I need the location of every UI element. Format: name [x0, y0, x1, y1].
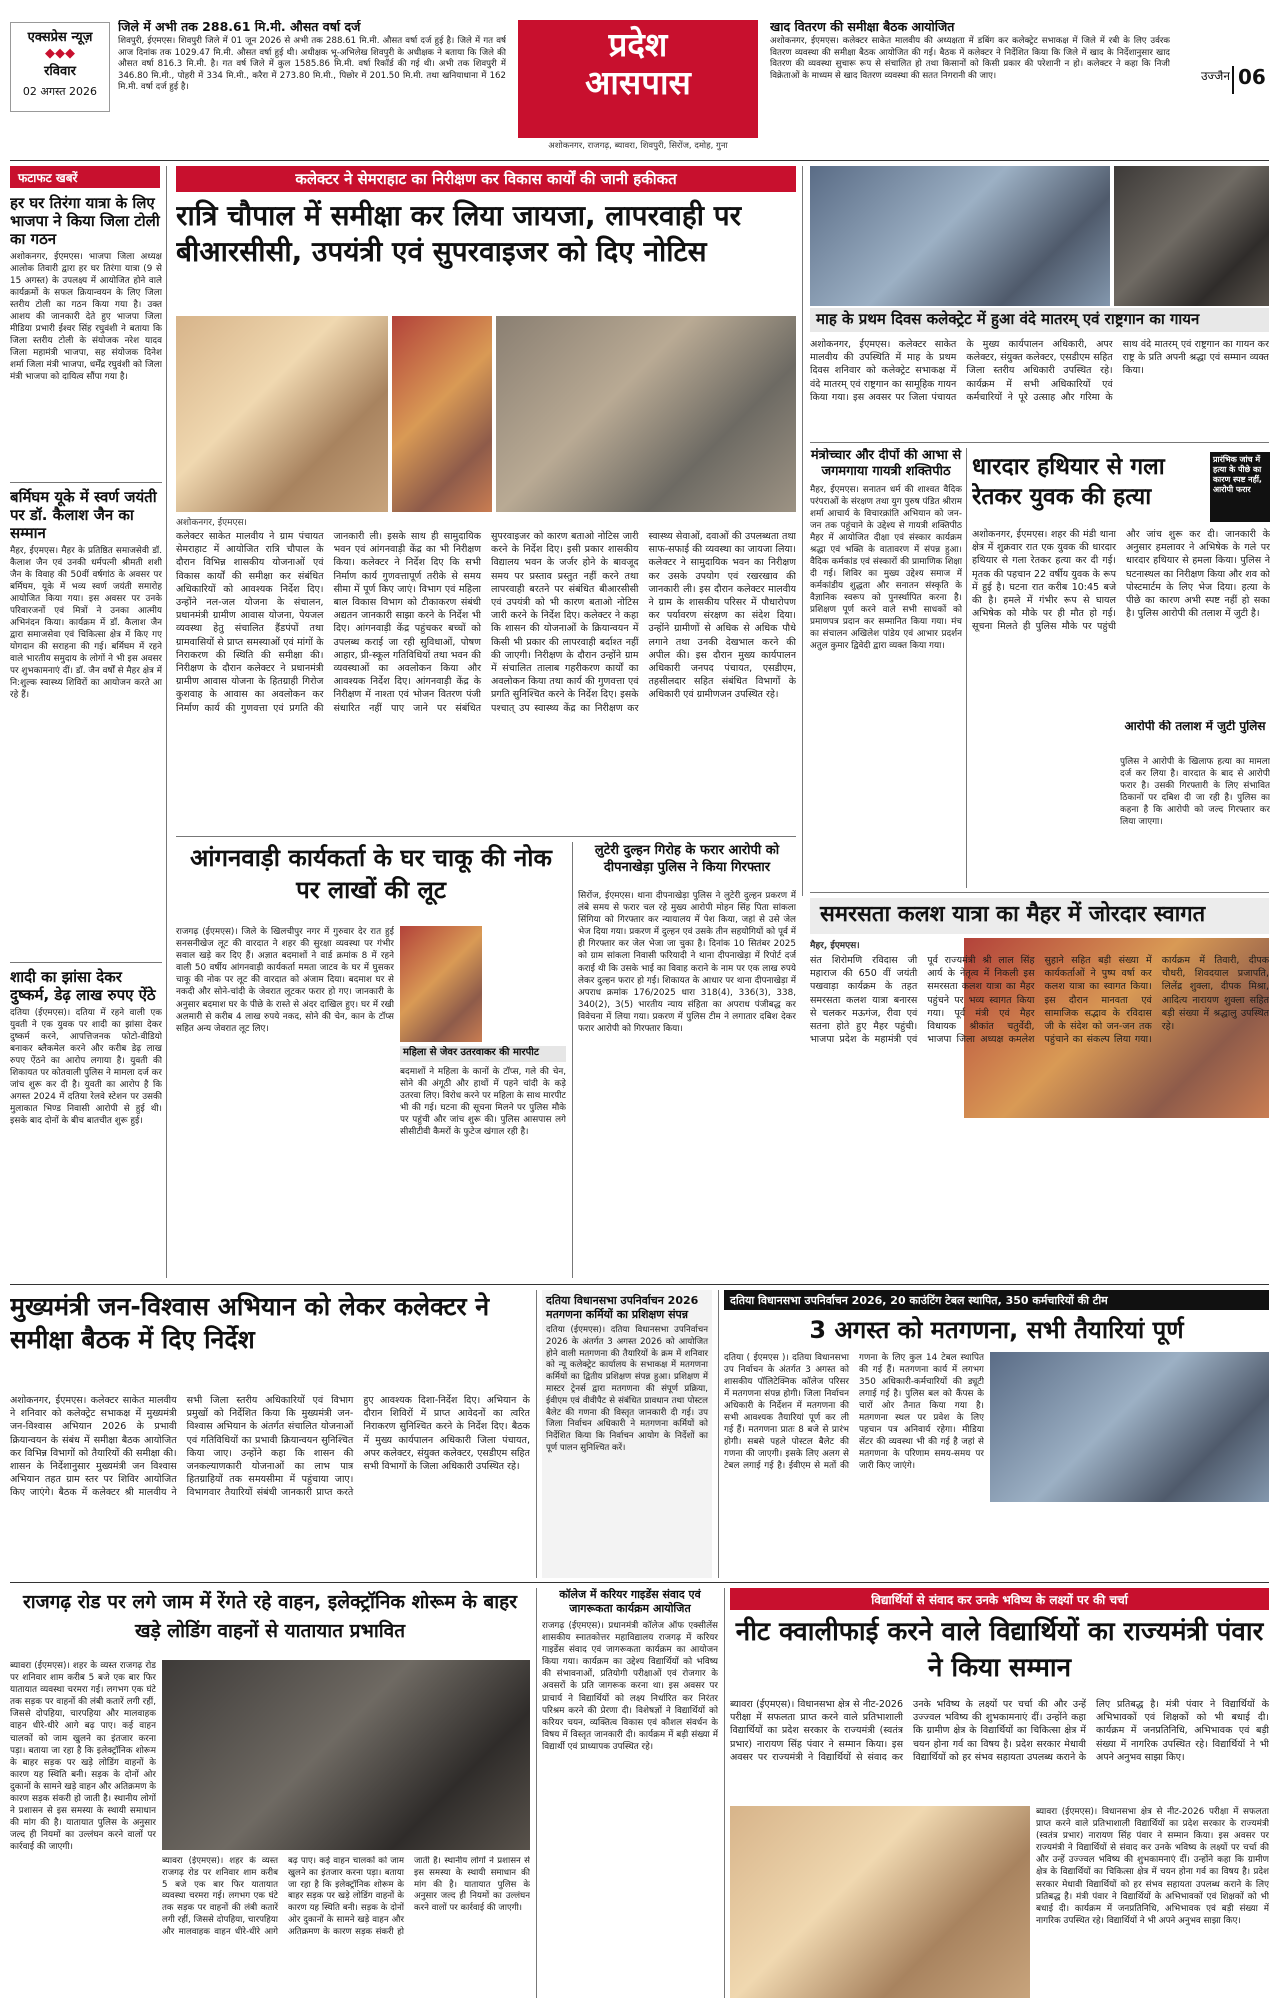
- lead-photo-1: [176, 316, 388, 512]
- jam-headline: राजगढ़ रोड पर लगे जाम में रेंगते रहे वाहन, इलेक्ट्रॉनिक शोरूम के बाहर खड़े लोडिंग वाहनों से यातायात प्रभावित: [22, 1591, 518, 1642]
- top-right-story: [770, 20, 1170, 120]
- fatafat-label: फटाफट खबरें: [10, 166, 160, 188]
- top-left-headline: जिले में अभी तक 288.61 मि.मी. औसत वर्षा दर्ज: [118, 20, 361, 34]
- brand-name: एक्सप्रेस न्यूज़: [27, 30, 93, 45]
- page-number: 06: [1232, 66, 1272, 94]
- murder-body: अशोकनगर, ईएमएस। शहर की मंडी थाना क्षेत्र में शुक्रवार रात एक युवक की धारदार हथियार से गला रेतकर हत्या कर दी गई। मृतक की पहचान 22 वर्षीय युवक के रूप में हुई है। घटना रात करीब 10:45 बजे की है। हमले में गंभीर रूप से घायल अभिषेक को मौके पर ही मौत हो गई। सूचना मिलते ही पुलिस मौके पर पहुंची और जांच शुरू कर दी। जानकारी के अनुसार हमलावर ने अभिषेक के गले पर धारदार हथियार से हमला किया। पुलिस ने घटनास्थल का निरीक्षण किया और शव को पोस्टमार्टम के लिए भेज दिया। हत्या के पीछे का कारण अभी स्पष्ट नहीं हो सका है। पुलिस आरोपी की तलाश में जुटी है।: [972, 529, 1270, 633]
- lead-photo-3: [496, 316, 796, 512]
- neet-body: ब्यावरा (ईएमएस)। विधानसभा क्षेत्र से नीट-2026 परीक्षा में सफलता प्राप्त करने वाले प्रतिभाशाली विद्यार्थियों का प्रदेश सरकार के राज्यमंत्री (स्वतंत्र प्रभार) नारायण सिंह पंवार ने सम्मान किया। इस अवसर पर राज्यमंत्री ने विद्यार्थियों से संवाद कर उनके भविष्य के लक्ष्यों पर चर्चा की और उन्हें उज्ज्वल भविष्य की शुभकामनाएं दीं। उन्होंने कहा कि ग्रामीण क्षेत्र के विद्यार्थियों का चिकित्सा क्षेत्र में चयन होना गर्व का विषय है। प्रदेश सरकार मेधावी विद्यार्थियों को हर संभव सहायता उपलब्ध कराने के लिए प्रतिबद्ध है। मंत्री पंवार ने विद्यार्थियों के अभिभावकों एवं शिक्षकों को भी बधाई दी। कार्यक्रम में जनप्रतिनिधि, अभिभावक एवं बड़ी संख्या में नागरिक उपस्थित रहे। विद्यार्थियों ने भी अपने अनुभव साझा किए।: [730, 1699, 1269, 1763]
- neet-kicker: विद्यार्थियों से संवाद कर उनके भविष्य के लक्ष्यों पर की चर्चा: [730, 1588, 1269, 1610]
- datia-small-story: [542, 1290, 712, 1578]
- vande-photo-1: [810, 166, 1110, 306]
- fatafat-story-2: [10, 488, 162, 958]
- top-right-body: अशोकनगर, ईएमएस। कलेक्टर साकेत मालवीय की अध्यक्षता में डबिंग कर कलेक्ट्रेट सभाकक्ष में जिले में रबी के लिए उर्वरक वितरण व्यवस्था की समीक्षा बैठक आयोजित की गई। बैठक में कलेक्टर ने निर्देशित किया कि जिले में खाद के निर्देशानुसार खाद वितरण की व्यवस्था सुचारू रूप से संचालित हो तथा किसानों को किसी प्रकार की परेशानी न हो। कलेक्टर ने कहा कि निजी विक्रेताओं के माध्यम से खाद वितरण व्यवस्था की सतत निगरानी की जाए।: [770, 36, 1170, 81]
- lead-kicker: कलेक्टर ने सेमराहाट का निरीक्षण कर विकास कार्यों की जानी हकीकत: [176, 166, 796, 192]
- masthead-city: उज्जैन: [1200, 70, 1230, 83]
- top-left-story: [118, 20, 506, 115]
- lootera-body: सिरोंज, ईएमएस। थाना दीपनाखेड़ा पुलिस ने लुटेरी दुल्हन प्रकरण में लंबे समय से फरार चल रहे मुख्य आरोपी मोहन सिंह पिता सांकला सिंगिया को गिरफ्तार कर न्यायालय में पेश किया, जहां से उसे जेल भेज दिया गया। प्रकरण में दुल्हन एवं उसके तीन सहयोगियों को पूर्व में ही गिरफ्तार कर जेल भेजा जा चुका है। दिनांक 10 सितंबर 2025 को ग्राम सांकला निवासी फरियादी ने थाना दीपनाखेड़ा में रिपोर्ट दर्ज कराई थी कि उसके भाई का विवाह कराने के नाम पर एक लाख रुपये लेकर दुल्हन फरार हो गई। शिकायत के आधार पर थाना दीपनाखेड़ा में अपराध क्रमांक 176/2025 धारा 318(4), 336(3), 338, 340(2), 3(5) भारतीय न्याय संहिता का अपराध पंजीबद्ध कर विवेचना में लिया गया। प्रकरण में पुलिस टीम ने लगातार दबिश देकर फरार आरोपी को गिरफ्तार किया।: [578, 891, 796, 1035]
- top-right-headline: खाद वितरण की समीक्षा बैठक आयोजित: [770, 20, 955, 34]
- kalash-body: संत शिरोमणि रविदास जी महाराज की 650 वीं जयंती पखवाड़ा कार्यक्रम के तहत समरसता कलश यात्रा बनारस से चलकर मऊगंज, रीवा एवं सतना होते हुए मैहर पहुंची। भाजपा प्रदेश के महामंत्री एवं पूर्व राज्यमंत्री श्री लाल सिंह आर्य के नेतृत्व में निकली इस समरसता कलश यात्रा का मैहर पहुंचने पर भव्य स्वागत किया गया। पूर्व मंत्री एवं मैहर विधायक श्रीकांत चतुर्वेदी, भाजपा जिला अध्यक्ष कमलेश सुहाने सहित बड़ी संख्या में कार्यकर्ताओं ने पुष्प वर्षा कर कलश यात्रा का स्वागत किया। इस दौरान मानवता एवं सामाजिक सद्भाव के रविदास जी के संदेश को जन-जन तक पहुंचाने का संकल्प लिया गया। कार्यक्रम में तिवारी, दीपक चौधरी, शिवदयाल प्रजापति, लिलेंद्र शुक्ला, दीपक मिश्रा, आदित्य नारायण शुक्ला सहित बड़ी संख्या में श्रद्धालु उपस्थित रहे।: [810, 955, 1269, 1046]
- fatafat-story-3-headline: शादी का झांसा देकर दुष्कर्म, डेढ़ लाख रुपए ऐंठे: [10, 968, 156, 1004]
- lead-body: कलेक्टर साकेत मालवीय ने ग्राम पंचायत सेमराहाट में आयोजित रात्रि चौपाल के दौरान विभिन्न शासकीय योजनाओं एवं विकास कार्यों की समीक्षा कर संबंधित अधिकारियों को आवश्यक निर्देश दिए। उन्होंने नल-जल योजना के संचालन, प्रधानमंत्री ग्रामीण आवास योजना, पेयजल व्यवस्था हेतु संचालित हैंडपंपों तथा ग्रामवासियों से प्राप्त समस्याओं एवं मांगों के निराकरण की स्थिति की समीक्षा की। निरीक्षण के दौरान कलेक्टर ने प्रधानमंत्री ग्रामीण आवास योजना के हितग्राही गिरोज कुशवाह के आवास का अवलोकन कर निर्माण कार्य की गुणवत्ता एवं प्रगति की जानकारी ली। इसके साथ ही सामुदायिक भवन एवं आंगनवाड़ी केंद्र का भी निरीक्षण किया। कलेक्टर ने निर्देश दिए कि सभी निर्माण कार्य गुणवत्तापूर्ण तरीके से समय सीमा में पूर्ण किए जाएं। विभाग एवं महिला बाल विकास विभाग को टीकाकरण संबंधी अद्यतन जानकारी साझा करने के निर्देश भी दिए। आंगनवाड़ी केंद्र पहुंचकर बच्चों को उपलब्ध कराई जा रही सुविधाओं, पोषण आहार, प्री-स्कूल गतिविधियों तथा भवन की व्यवस्थाओं का अवलोकन किया और आवश्यक निर्देश दिए। आंगनवाड़ी केंद्र के निरीक्षण में नाश्ता एवं भोजन वितरण पंजी संधारित नहीं पाए जाने पर संबंधित सुपरवाइजर को कारण बताओ नोटिस जारी करने के निर्देश दिए। इसी प्रकार शासकीय विद्यालय भवन के जर्जर होने के बावजूद समय पर प्रस्ताव प्रस्तुत नहीं करने तथा लापरवाही बरतने पर संबंधित बीआरसीसी एवं उपयंत्री को भी कारण बताओ नोटिस जारी करने के निर्देश दिए। कलेक्टर ने कहा कि शासन की योजनाओं के क्रियान्वयन में किसी भी प्रकार की लापरवाही बर्दाश्त नहीं की जाएगी। निरीक्षण के दौरान उन्होंने ग्राम में संचालित तालाब गहरीकरण कार्यों का अवलोकन किया तथा कार्य की गुणवत्ता एवं प्रगति सुनिश्चित करने के निर्देश दिए। इसके पश्चात् उप स्वास्थ्य केंद्र का निरीक्षण कर स्वास्थ्य सेवाओं, दवाओं की उपलब्धता तथा साफ-सफाई की व्यवस्था का जायजा लिया। कलेक्टर ने सामुदायिक भवन का निरीक्षण कर उसके उपयोग एवं रखरखाव की जानकारी ली। इस दौरान कलेक्टर मालवीय ने ग्राम के शासकीय परिसर में पौधारोपण कर पर्यावरण संरक्षण का संदेश दिया। उन्होंने ग्रामीणों से अधिक से अधिक पौधे लगाने तथा उनकी देखभाल करने की अपील की। इस दौरान मुख्य कार्यपालन अधिकारी जनपद पंचायत, एसडीएम, तहसीलदार सहित संबंधित विभागों के अधिकारी एवं ग्रामीणजन उपस्थित रहे।: [176, 531, 796, 714]
- vande-body: अशोकनगर, ईएमएस। कलेक्टर साकेत मालवीय की उपस्थिति में माह के प्रथम दिवस शनिवार को कलेक्ट्रेट सभाकक्ष में वंदे मातरम् एवं राष्ट्रगान का सामूहिक गायन किया गया। इस अवसर पर जिला पंचायत के मुख्य कार्यपालन अधिकारी, अपर कलेक्टर, संयुक्त कलेक्टर, एसडीएम सहित जिला स्तरीय अधिकारी उपस्थित रहे। कार्यक्रम में सभी अधिकारियों एवं कर्मचारियों ने पूरे उत्साह और गरिमा के साथ वंदे मातरम् एवं राष्ट्रगान का गायन कर राष्ट्र के प्रति अपनी श्रद्धा एवं सम्मान व्यक्त किया।: [810, 339, 1269, 403]
- fatafat-story-3-body: दतिया (ईएमएस)। दतिया में रहने वाली एक युवती ने एक युवक पर शादी का झांसा देकर दुष्कर्म करने, आपत्तिजनक फोटो-वीडियो बनाकर ब्लैकमेल करने और करीब डेढ़ लाख रुपए ऐंठने का आरोप लगाया है। युवती की शिकायत पर कोतवाली पुलिस ने मामला दर्ज कर जांच शुरू कर दी है। युवती का आरोप है कि अगस्त 2024 में दतिया रेलवे स्टेशन पर उसकी मुलाकात भिण्ड निवासी आरोपी से हुई थी। इसके बाद दोनों के बीच बातचीत शुरू हुई।: [10, 1008, 162, 1126]
- chaaku-side-headline: महिला से जेवर उतरवाकर की मारपीट: [400, 1046, 566, 1062]
- datia-photo: [990, 1352, 1269, 1502]
- vande-caption: माह के प्रथम दिवस कलेक्ट्रेट में हुआ वंदे मातरम् एवं राष्ट्रगान का गायन: [810, 308, 1269, 332]
- chaaku-headline: आंगनवाड़ी कार्यकर्ता के घर चाकू की नोक पर लाखों की लूट: [190, 844, 552, 904]
- fatafat-story-3: [10, 968, 162, 1278]
- gayatri-story: [810, 448, 962, 888]
- section-top: प्रदेश: [608, 25, 668, 64]
- college-headline: कॉलेज में करियर गाइडेंस संवाद एवं जागरूकता कार्यक्रम आयोजित: [559, 1588, 701, 1615]
- section-bottom: आसपास: [585, 62, 691, 102]
- cm-headline: मुख्यमंत्री जन-विश्वास अभियान को लेकर कलेक्टर ने समीक्षा बैठक में दिए निर्देश: [10, 1292, 490, 1354]
- lootera-headline: लुटेरी दुल्हन गिरोह के फरार आरोपी को दीपनाखेड़ा पुलिस ने किया गिरफ्तार: [594, 843, 780, 875]
- section-banner: [518, 20, 758, 138]
- datia-big-kicker: दतिया विधानसभा उपनिर्वाचन 2026, 20 काउंटिंग टेबल स्थापित, 350 कर्मचारियों की टीम: [724, 1290, 1269, 1310]
- fatafat-story-1: [10, 194, 162, 478]
- kalash-dateline: मैहर, ईएमएस।: [810, 941, 860, 951]
- brand-ornament: ◆◆◆: [45, 45, 75, 61]
- masthead-date: 02 अगस्त 2026: [22, 84, 98, 98]
- lead-headline: रात्रि चौपाल में समीक्षा कर लिया जायजा, लापरवाही पर बीआरसीसी, उपयंत्री एवं सुपरवाइजर को दिए नोटिस: [176, 199, 742, 268]
- gayatri-body: मैहर, ईएमएस। सनातन धर्म की शाश्वत वैदिक परंपराओं के संरक्षण तथा युग पुरुष पंडित श्रीराम शर्मा आचार्य के विचारक्रांति अभियान को जन-जन तक पहुंचाने के उद्देश्य से गायत्री शक्तिपीठ मैहर में आयोजित दीक्षा एवं संस्कार कार्यक्रम श्रद्धा एवं भक्ति के वातावरण में संपन्न हुआ। वैदिक कर्मकांड एवं संस्कारों की प्रामाणिक शिक्षा दी गई। शिविर का मुख्य उद्देश्य समाज में कर्मकांडीय शुद्धता और सनातन संस्कृति के वैज्ञानिक स्वरूप को पुनर्स्थापित करना है। प्रशिक्षण पूर्ण करने वाले सभी साधकों को प्रमाणपत्र प्रदान कर सम्मानित किया गया। मंच का संचालन अखिलेश पांडेय एवं आभार प्रदर्शन अतुल कुमार द्विवेदी द्वारा व्यक्त किया गया।: [810, 485, 962, 651]
- datia-big-body: दतिया ( ईएमएस )। दतिया विधानसभा उप निर्वाचन के अंतर्गत 3 अगस्त को शासकीय पॉलिटेक्निक कॉलेज परिसर में मतगणना संपन्न होगी। जिला निर्वाचन अधिकारी के निर्देशन में मतगणना की सभी आवश्यक तैयारियां पूर्ण कर ली गई हैं। मतगणना प्रातः 8 बजे से प्रारंभ होगी। सबसे पहले पोस्टल बैलेट की गणना की जाएगी। इसके लिए अलग से टेबल लगाई गई है। ईवीएम से मतों की गणना के लिए कुल 14 टेबल स्थापित की गई हैं। मतगणना कार्य में लगभग 350 अधिकारी-कर्मचारियों की ड्यूटी लगाई गई है। पुलिस बल को कैंपस के चारों ओर तैनात किया गया है। मतगणना स्थल पर प्रवेश के लिए पहचान पत्र अनिवार्य रहेगा। मीडिया सेंटर की व्यवस्था भी की गई है जहां से मतगणना के परिणाम समय-समय पर जारी किए जाएंगे।: [724, 1353, 984, 1471]
- college-story: [542, 1588, 718, 1998]
- chaaku-body: राजगढ़ (ईएमएस)। जिले के खिलचीपुर नगर में गुरुवार देर रात हुई सनसनीखेज लूट की वारदात ने शहर की सुरक्षा व्यवस्था पर गंभीर सवाल खड़े कर दिए हैं। अज्ञात बदमाशों ने वार्ड क्रमांक 8 में रहने वाली 50 वर्षीय आंगनवाड़ी कार्यकर्ता ममता जाटव के घर में घुसकर चाकू की नोक पर लूट की वारदात को अंजाम दिया। बदमाश घर से नकदी और सोने-चांदी के जेवरात लूटकर फरार हो गए। जानकारी के अनुसार बदमाश घर के पीछे के रास्ते से अंदर दाखिल हुए। घर में रखी अलमारी से करीब 4 लाख रुपये नकद, सोने की चेन, कान के टॉप्स सहित अन्य जेवरात लूट लिए।: [176, 927, 394, 1034]
- neet-photo: [730, 1806, 1030, 1998]
- lead-photo-caption: अशोकनगर, ईएमएस।: [176, 518, 247, 528]
- kalash-headline: समरसता कलश यात्रा का मैहर में जोरदार स्वागत: [810, 898, 1269, 934]
- fatafat-story-2-body: मैहर, ईएमएस। मैहर के प्रतिष्ठित समाजसेवी डॉ. कैलाश जैन एवं उनकी धर्मपत्नी श्रीमती शशी जैन के विवाह की 50वीं वर्षगांठ के अवसर पर बर्मिघम, यूके में भव्य स्वर्ण जयंती समारोह आयोजित किया गया। इस अवसर पर उनके परिवारजनों एवं मित्रों ने उनका आत्मीय अभिनंदन किया। कार्यक्रम में डॉ. कैलाश जैन द्वारा समाजसेवा एवं चिकित्सा क्षेत्र में किए गए योगदान की सराहना की गई। बर्मिघम में रहने वाले भारतीय समुदाय के लोगों ने भी इस अवसर पर शुभकामनाएं दीं। डॉ. जैन वर्षों से मैहर क्षेत्र में नि:शुल्क स्वास्थ्य शिविरों का आयोजन करते आ रहे हैं।: [10, 546, 162, 700]
- murder-side-kicker: प्रारंभिक जांच में हत्या के पीछे का कारण स्पष्ट नहीं, आरोपी फरार: [1210, 452, 1270, 522]
- masthead-day: रविवार: [44, 63, 76, 79]
- datia-small-body: दतिया (ईएमएस)। दतिया विधानसभा उपनिर्वाचन 2026 के अंतर्गत 3 अगस्त 2026 को आयोजित होने वाली मतगणना की तैयारियों के क्रम में शनिवार को न्यू कलेक्ट्रेट कार्यालय के सभाकक्ष में मतगणना कर्मियों का द्वितीय प्रशिक्षण संपन्न हुआ। प्रशिक्षण में मास्टर ट्रेनर्स द्वारा मतगणना की संपूर्ण प्रक्रिया, ईवीएम एवं वीवीपैट से संबंधित प्रावधान तथा पोस्टल बैलेट की गणना की विस्तृत जानकारी दी गई। उप जिला निर्वाचन अधिकारी ने मतगणना कर्मियों को निर्देशित किया कि निर्वाचन आयोग के निर्देशों का पूर्ण पालन सुनिश्चित करें।: [546, 1325, 708, 1453]
- lead-photo-2: [392, 316, 492, 512]
- vande-photo-2: [1114, 166, 1269, 306]
- datia-small-headline: दतिया विधानसभा उपनिर्वाचन 2026 मतगणना कर्मियों का प्रशिक्षण संपन्न: [546, 1294, 699, 1321]
- chaaku-photo: [400, 926, 482, 1042]
- cm-body: अशोकनगर, ईएमएस। कलेक्टर साकेत मालवीय ने शनिवार को कलेक्ट्रेट सभाकक्ष में मुख्यमंत्री जन-विश्वास अभियान 2026 के प्रभावी क्रियान्वयन के संबंध में समीक्षा बैठक आयोजित कर विभिन्न विभागों को तैयारियों की समीक्षा की। शासन के निर्देशानुसार मुख्यमंत्री जन विश्वास अभियान तहत ग्राम स्तर पर शिविर आयोजित किए जाएंगे। बैठक में कलेक्टर श्री मालवीय ने सभी जिला स्तरीय अधिकारियों एवं विभाग प्रमुखों को निर्देशित किया कि मुख्यमंत्री जन-विश्वास अभियान के अंतर्गत संचालित योजनाओं एवं गतिविधियों का प्रभावी क्रियान्वयन सुनिश्चित किया जाए। उन्होंने कहा कि शासन की जनकल्याणकारी योजनाओं का लाभ पात्र हितग्राहियों तक समयसीमा में पहुंचाया जाए। विभागवार तैयारियों संबंधी जानकारी प्राप्त करते हुए आवश्यक दिशा-निर्देश दिए। अभियान के दौरान शिविरों में प्राप्त आवेदनों का त्वरित निराकरण सुनिश्चित करने के निर्देश दिए। बैठक में मुख्य कार्यपालन अधिकारी जिला पंचायत, अपर कलेक्टर, संयुक्त कलेक्टर, एसडीएम सहित सभी विभागों के जिला अधिकारी उपस्थित रहे।: [10, 1395, 530, 1499]
- chaaku-side-body: बदमाशों ने महिला के कानों के टॉप्स, गले की चेन, सोने की अंगूठी और हाथों में पहने चांदी के कड़े उतरवा लिए। विरोध करने पर महिला के साथ मारपीट भी की गई। घटना की सूचना मिलने पर पुलिस मौके पर पहुंची और जांच शुरू की। पुलिस आसपास लगे सीसीटीवी कैमरों के फुटेज खंगाल रही है।: [400, 1067, 566, 1138]
- jam-photo: [162, 1660, 530, 1850]
- college-body: राजगढ़ (ईएमएस)। प्रधानमंत्री कॉलेज ऑफ एक्सीलेंस शासकीय स्नातकोत्तर महाविद्यालय राजगढ़ में करियर गाइडेंस संवाद एवं जागरूकता कार्यक्रम का आयोजन किया गया। कार्यक्रम का उद्देश्य विद्यार्थियों को भविष्य की संभावनाओं, प्रतियोगी परीक्षाओं एवं रोजगार के अवसरों के प्रति जागरूक करना था। इस अवसर पर प्राचार्य ने विद्यार्थियों को लक्ष्य निर्धारित कर निरंतर परिश्रम करने की प्रेरणा दी। विशेषज्ञों ने विद्यार्थियों को करियर चयन, व्यक्तित्व विकास एवं कौशल संवर्धन के विषय में विस्तृत जानकारी दी। कार्यक्रम में बड़ी संख्या में विद्यार्थी एवं प्राध्यापक उपस्थित रहे।: [542, 1621, 718, 1752]
- jam-body: ब्यावरा (ईएमएस)। शहर के व्यस्त राजगढ़ रोड पर शनिवार शाम करीब 5 बजे एक बार फिर यातायात व्यवस्था चरमरा गई। लगभग एक घंटे तक सड़क पर वाहनों की लंबी कतारें लगी रहीं, जिससे दोपहिया, चारपहिया और मालवाहक वाहन धीरे-धीरे आगे बढ़ पाए। कई वाहन चालकों को जाम खुलने का इंतजार करना पड़ा। बताया जा रहा है कि इलेक्ट्रॉनिक शोरूम के बाहर सड़क पर खड़े लोडिंग वाहनों के कारण यह स्थिति बनी। सड़क के दोनों ओर दुकानों के सामने खड़े वाहन और अतिक्रमण के कारण सड़क संकरी हो जाती है। स्थानीय लोगों ने प्रशासन से इस समस्या के स्थायी समाधान की मांग की है। यातायात पुलिस के अनुसार जल्द ही नियमों का उल्लंघन करने वालों पर कार्रवाई की जाएगी।: [10, 1661, 156, 1853]
- murder-headline: धारदार हथियार से गला रेतकर युवक की हत्या: [972, 454, 1165, 510]
- fatafat-story-1-body: अशोकनगर, ईएमएस। भाजपा जिला अध्यक्ष आलोक तिवारी द्वारा हर घर तिरंगा यात्रा (9 से 15 अगस्त) के उपलक्ष्य में आयोजित होने वाले कार्यक्रमों के सफल क्रियान्वयन के लिए जिला स्तरीय टोली का गठन किया गया है। उक्त आशय की जानकारी देते हुए भाजपा जिला मीडिया प्रभारी ईश्वर सिंह रघुवंशी ने बताया कि जिला स्तरीय टोली के संयोजक नरेश यादव जिला महामंत्री भाजपा, सह संयोजक दिनेश शर्मा जिला मंत्री भाजपा, धर्मेंद्र रघुवंशी को जिला मंत्री भाजपा को दायित्व सौंपा गया है।: [10, 252, 162, 382]
- murder-sub-headline: आरोपी की तलाश में जुटी पुलिस: [1124, 720, 1266, 733]
- neet-body-continued: ब्यावरा (ईएमएस)। विधानसभा क्षेत्र से नीट-2026 परीक्षा में सफलता प्राप्त करने वाले प्रतिभाशाली विद्यार्थियों का प्रदेश सरकार के राज्यमंत्री (स्वतंत्र प्रभार) नारायण सिंह पंवार ने सम्मान किया। इस अवसर पर राज्यमंत्री ने विद्यार्थियों से संवाद कर उनके भविष्य के लक्ष्यों पर चर्चा की और उन्हें उज्ज्वल भविष्य की शुभकामनाएं दीं। उन्होंने कहा कि ग्रामीण क्षेत्र के विद्यार्थियों का चिकित्सा क्षेत्र में चयन होना गर्व का विषय है। प्रदेश सरकार मेधावी विद्यार्थियों को हर संभव सहायता उपलब्ध कराने के लिए प्रतिबद्ध है। मंत्री पंवार ने विद्यार्थियों के अभिभावकों एवं शिक्षकों को भी बधाई दी। कार्यक्रम में जनप्रतिनिधि, अभिभावक एवं बड़ी संख्या में नागरिक उपस्थित रहे। विद्यार्थियों ने भी अपने अनुभव साझा किए।: [1036, 1807, 1269, 1926]
- murder-sub-body: पुलिस ने आरोपी के खिलाफ हत्या का मामला दर्ज कर लिया है। वारदात के बाद से आरोपी फरार है। उसकी गिरफ्तारी के लिए संभावित ठिकानों पर दबिश दी जा रही है। पुलिस का कहना है कि आरोपी को जल्द गिरफ्तार कर लिया जाएगा।: [1120, 757, 1270, 827]
- gayatri-headline: मंत्रोच्चार और दीपों की आभा से जगमगाया गायत्री शक्तिपीठ: [810, 448, 962, 479]
- jam-body-continued: ब्यावरा (ईएमएस)। शहर के व्यस्त राजगढ़ रोड पर शनिवार शाम करीब 5 बजे एक बार फिर यातायात व्यवस्था चरमरा गई। लगभग एक घंटे तक सड़क पर वाहनों की लंबी कतारें लगी रहीं, जिससे दोपहिया, चारपहिया और मालवाहक वाहन धीरे-धीरे आगे बढ़ पाए। कई वाहन चालकों को जाम खुलने का इंतजार करना पड़ा। बताया जा रहा है कि इलेक्ट्रॉनिक शोरूम के बाहर सड़क पर खड़े लोडिंग वाहनों के कारण यह स्थिति बनी। सड़क के दोनों ओर दुकानों के सामने खड़े वाहन और अतिक्रमण के कारण सड़क संकरी हो जाती है। स्थानीय लोगों ने प्रशासन से इस समस्या के स्थायी समाधान की मांग की है। यातायात पुलिस के अनुसार जल्द ही नियमों का उल्लंघन करने वालों पर कार्रवाई की जाएगी।: [162, 1856, 530, 1937]
- neet-headline: नीट क्वालीफाई करने वाले विद्यार्थियों का राज्यमंत्री पंवार ने किया सम्मान: [735, 1617, 1264, 1683]
- masthead-brand-box: [10, 22, 110, 112]
- fatafat-story-1-headline: हर घर तिरंगा यात्रा के लिए भाजपा ने किया जिला टोली का गठन: [10, 194, 160, 248]
- section-districts: अशोकनगर, राजगढ़, ब्यावरा, शिवपुरी, सिरोंज, दमोह, गुना: [548, 141, 728, 151]
- datia-big-headline: 3 अगस्त को मतगणना, सभी तैयारियां पूर्ण: [809, 1316, 1184, 1344]
- top-left-body: शिवपुरी, ईएमएस। शिवपुरी जिले में 01 जून 2026 से अभी तक 288.61 मि.मी. औसत वर्षा दर्ज हुई है। जिले में गत वर्ष आज दिनांक तक 1029.47 मि.मी. औसत वर्षा हुई थी। अधीक्षक भू-अभिलेख शिवपुरी के अधीक्षक ने बताया कि जिले की औसत वर्षा 816.3 मि.मी. है। गत वर्ष जिले में कुल 1585.86 मि.मी. वर्षा रिकॉर्ड की गई थी। अभी तक शिवपुरी में 346.80 मि.मी., पोहरी में 334 मि.मी., करैरा में 273.80 मि.मी., पिछोर में 201.50 मि.मी. तथा खनियाधाना में 162 मि.मी. वर्षा दर्ज हुई है।: [118, 36, 506, 93]
- fatafat-story-2-headline: बर्मिघम यूके में स्वर्ण जयंती पर डॉ. कैलाश जैन का सम्मान: [10, 488, 157, 542]
